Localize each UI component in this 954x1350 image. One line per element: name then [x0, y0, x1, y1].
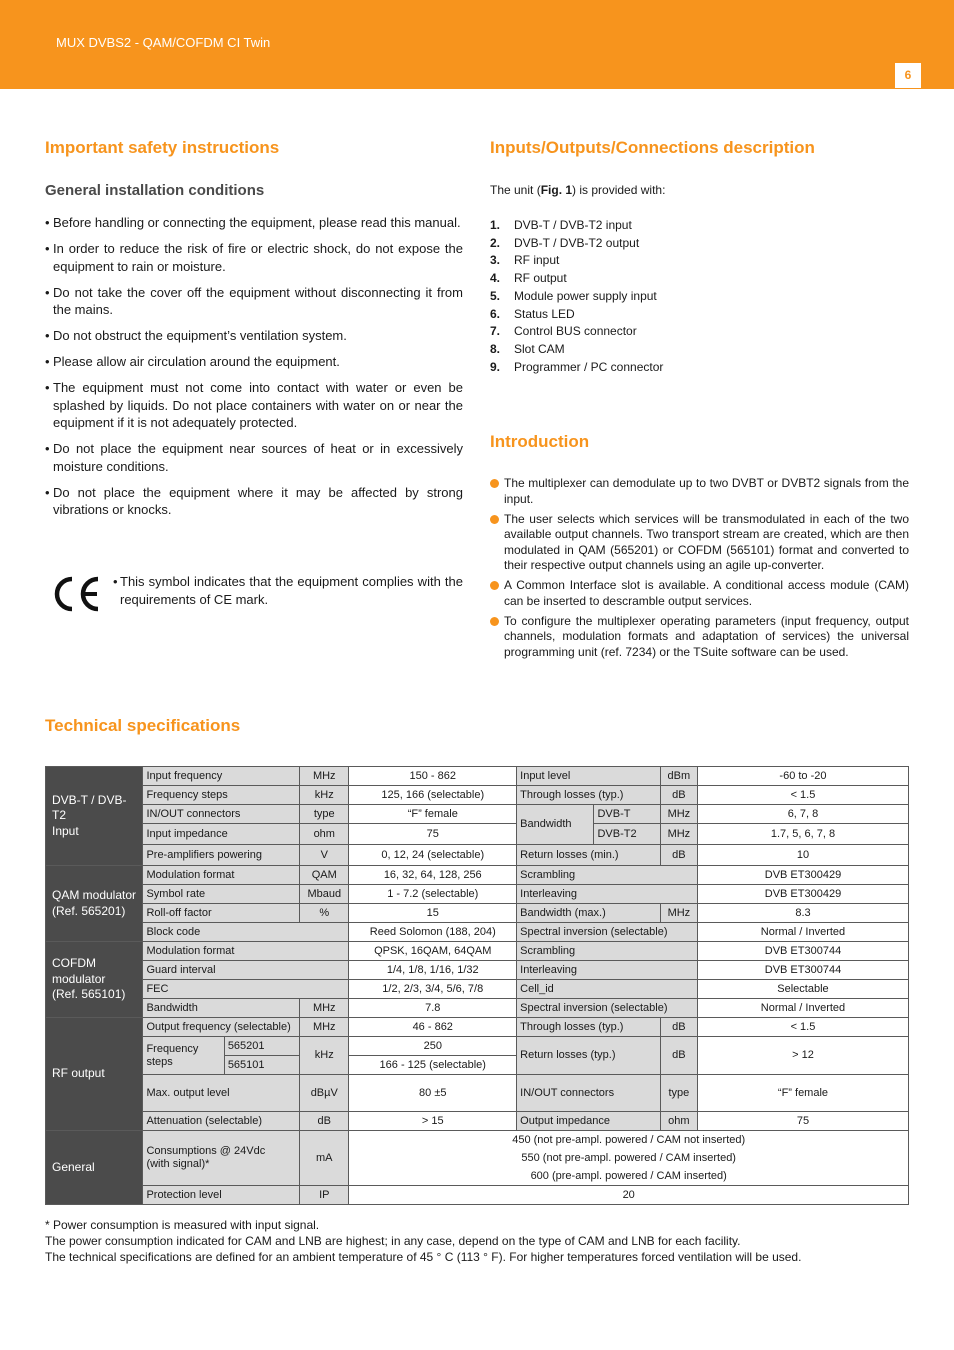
ce-text: • This symbol indicates that the equipment complies with the requirements of CE mark.: [113, 573, 463, 608]
io-item-label: DVB-T / DVB-T2 input: [514, 218, 632, 232]
param-subname: DVB-T: [594, 805, 660, 824]
param-value: Selectable: [697, 980, 908, 999]
intro-item: [490, 476, 909, 507]
bullet-dot-icon: [490, 515, 499, 524]
table-row: [46, 786, 909, 805]
consumption-line: 450 (not pre-ampl. powered / CAM not inserted): [512, 1134, 746, 1146]
io-item-label: DVB-T / DVB-T2 output: [514, 235, 640, 250]
ce-mark-icon: [52, 575, 104, 613]
table-row: [46, 942, 909, 961]
param-unit: ohm: [660, 1112, 697, 1131]
param-value: 6, 7, 8: [697, 805, 908, 824]
param-name: Protection level: [143, 1186, 300, 1205]
footnotes: [45, 1218, 945, 1265]
param-name: IN/OUT connectors: [143, 805, 300, 824]
footnote: The technical specifications are defined for an ambient temperature of 45 ° C (113 ° F). For higher temperatures forced ventilation will be used.: [45, 1249, 802, 1264]
table-row: [46, 1075, 909, 1112]
param-name: Input frequency: [143, 767, 300, 786]
table-row: [46, 824, 909, 845]
safety-item: • Do not take the cover off the equipment without disconnecting it from the mains.: [45, 284, 463, 319]
io-intro: [490, 182, 665, 200]
table-row: [46, 980, 909, 999]
installation-subtitle: General installation conditions: [45, 182, 265, 199]
param-name: Frequency steps: [143, 1037, 224, 1075]
param-value: Normal / Inverted: [697, 999, 908, 1018]
param-unit: dB: [660, 1018, 697, 1037]
table-row: [46, 1018, 909, 1037]
table-row: [46, 885, 909, 904]
ce-description: [113, 573, 463, 617]
io-item-number: 8.: [490, 341, 501, 356]
param-name: Bandwidth: [517, 805, 594, 845]
footnote: * Power consumption is measured with input signal.: [45, 1218, 320, 1232]
param-value: 15: [349, 904, 517, 923]
table-row: [46, 999, 909, 1018]
io-item: [490, 252, 663, 270]
table-row: [46, 1131, 909, 1186]
intro-item: [490, 614, 909, 661]
param-name: Through losses (typ.): [517, 786, 661, 805]
safety-item: • Please allow air circulation around the equipment.: [45, 353, 463, 371]
param-unit: kHz: [300, 786, 349, 805]
param-unit: Mbaud: [300, 885, 349, 904]
io-item-number: 6.: [490, 306, 501, 321]
param-value: > 15: [349, 1112, 517, 1131]
intro-item: [490, 512, 909, 574]
param-value: DVB ET300429: [697, 866, 908, 885]
io-item: [490, 306, 663, 324]
param-name: Scrambling: [517, 866, 698, 885]
section-label: COFDM modulator (Ref. 565101): [46, 942, 143, 1018]
io-item-number: 4.: [490, 271, 501, 286]
param-name: Modulation format: [143, 866, 300, 885]
bullet-dot-icon: [490, 617, 499, 626]
introduction-title: Introduction: [490, 432, 590, 451]
safety-item: • Do not place the equipment near sources of heat or in excessively moisture conditions.: [45, 440, 463, 475]
footnote: The power consumption indicated for CAM and LNB are highest; in any case, depend on the type of CAM and LNB for each facility.: [45, 1233, 741, 1248]
param-name: Spectral inversion (selectable): [517, 999, 698, 1018]
param-unit: dB: [300, 1112, 349, 1131]
param-value: DVB ET300744: [697, 942, 908, 961]
param-unit: dB: [660, 1037, 697, 1075]
io-item: [490, 270, 663, 288]
param-unit: %: [300, 904, 349, 923]
param-unit: MHz: [300, 999, 349, 1018]
param-unit: mA: [300, 1131, 349, 1186]
param-name: Roll-off factor: [143, 904, 300, 923]
safety-item: • Do not place the equipment where it may be affected by strong vibrations or knocks.: [45, 484, 463, 519]
io-item-label: RF input: [514, 253, 560, 268]
param-value: QPSK, 16QAM, 64QAM: [349, 942, 517, 961]
param-value: 1 - 7.2 (selectable): [349, 885, 517, 904]
param-name: Scrambling: [517, 942, 698, 961]
io-item: [490, 341, 663, 359]
io-item-number: 5.: [490, 288, 501, 303]
param-unit: dBµV: [300, 1075, 349, 1112]
io-item-label: Module power supply input: [514, 288, 657, 303]
param-name: Guard interval: [143, 961, 349, 980]
io-title: Inputs/Outputs/Connections description: [490, 138, 815, 157]
io-item-label: Status LED: [514, 306, 575, 321]
param-name: Attenuation (selectable): [143, 1112, 300, 1131]
safety-title: Important safety instructions: [45, 138, 280, 157]
param-name: Output impedance: [517, 1112, 661, 1131]
table-row: [46, 805, 909, 824]
param-value: -60 to -20: [697, 767, 908, 786]
table-row: [46, 1186, 909, 1205]
param-value: < 1.5: [697, 786, 908, 805]
io-item-number: 9.: [490, 359, 501, 374]
io-item: [490, 235, 663, 253]
param-value: 80 ±5: [349, 1075, 517, 1112]
param-value: 16, 32, 64, 128, 256: [349, 866, 517, 885]
param-name: IN/OUT connectors: [517, 1075, 661, 1112]
param-value: 75: [349, 824, 517, 845]
io-item: [490, 359, 663, 377]
param-name: Frequency steps: [143, 786, 300, 805]
param-name: Spectral inversion (selectable): [517, 923, 698, 942]
io-item-label: Control BUS connector: [514, 324, 637, 339]
io-item-label: RF output: [514, 271, 567, 286]
safety-item: • In order to reduce the risk of fire or electric shock, do not expose the equipment to rain or moisture.: [45, 240, 463, 275]
param-unit: dBm: [660, 767, 697, 786]
param-value: 20: [349, 1186, 909, 1205]
io-list: [490, 217, 663, 376]
intro-text: The user selects which services will be transmodulated in each of the two available output channels. Two transport stream are created, which are then modulated in QAM (565201) or COFDM (565101) format and converted to their respective output channels using an agile up-converter.: [504, 511, 909, 572]
page-number: 6: [895, 63, 921, 88]
param-unit: MHz: [300, 767, 349, 786]
bullet-dot-icon: [490, 581, 499, 590]
io-intro-fig: Fig. 1: [540, 183, 573, 197]
param-value: < 1.5: [697, 1018, 908, 1037]
param-value: 0, 12, 24 (selectable): [349, 845, 517, 866]
param-value: DVB ET300429: [697, 885, 908, 904]
param-subname: DVB-T2: [594, 824, 660, 845]
param-value: 125, 166 (selectable): [349, 786, 517, 805]
param-unit: MHz: [660, 904, 697, 923]
param-value: DVB ET300744: [697, 961, 908, 980]
table-row: [46, 1112, 909, 1131]
io-intro-post: ) is provided with:: [572, 183, 666, 197]
io-item: [490, 323, 663, 341]
specs-title: Technical specifications: [45, 716, 241, 735]
param-value: “F” female: [349, 805, 517, 824]
param-unit: MHz: [660, 805, 697, 824]
bullet-dot-icon: [490, 479, 499, 488]
safety-item: • Before handling or connecting the equipment, please read this manual.: [45, 214, 463, 232]
safety-item: • The equipment must not come into contact with water or even be splashed by liquids. Do not place containers with water on or near the equipment if it is not adequately protected.: [45, 379, 463, 432]
param-subname: 565201: [224, 1037, 299, 1056]
introduction-list: [490, 476, 909, 665]
param-value: 7.8: [349, 999, 517, 1018]
param-unit: kHz: [300, 1037, 349, 1075]
io-item: [490, 217, 663, 235]
param-name: Interleaving: [517, 961, 698, 980]
param-value: 150 - 862: [349, 767, 517, 786]
consumption-line: 600 (pre-ampl. powered / CAM inserted): [530, 1170, 727, 1182]
param-value: 166 - 125 (selectable): [349, 1056, 517, 1075]
intro-text: A Common Interface slot is available. A conditional access module (CAM) can be inserted to descramble output services.: [504, 578, 909, 608]
param-subname: 565101: [224, 1056, 299, 1075]
document-title: MUX DVBS2 - QAM/COFDM CI Twin: [56, 35, 271, 50]
param-value: “F” female: [697, 1075, 908, 1112]
table-row: [46, 923, 909, 942]
param-name: Pre-amplifiers powering: [143, 845, 300, 866]
param-value: 1.7, 5, 6, 7, 8: [697, 824, 908, 845]
param-name: Return losses (typ.): [517, 1037, 661, 1075]
param-name: Block code: [143, 923, 349, 942]
param-name: Through losses (typ.): [517, 1018, 661, 1037]
param-value: 46 - 862: [349, 1018, 517, 1037]
param-value: 10: [697, 845, 908, 866]
param-unit: dB: [660, 845, 697, 866]
param-unit: MHz: [660, 824, 697, 845]
table-row: [46, 866, 909, 885]
section-label: QAM modulator (Ref. 565201): [46, 866, 143, 942]
param-name: Interleaving: [517, 885, 698, 904]
param-name: Output frequency (selectable): [143, 1018, 300, 1037]
table-row: [46, 961, 909, 980]
param-unit: ohm: [300, 824, 349, 845]
io-item-number: 3.: [490, 253, 501, 268]
section-label: General: [46, 1131, 143, 1205]
consumption-values: [349, 1131, 909, 1186]
io-item-label: Programmer / PC connector: [514, 359, 664, 374]
param-name: Modulation format: [143, 942, 349, 961]
header-bar: [0, 0, 954, 89]
param-name: Consumptions @ 24Vdc (with signal)*: [143, 1131, 300, 1186]
param-value: Normal / Inverted: [697, 923, 908, 942]
param-unit: dB: [660, 786, 697, 805]
param-unit: V: [300, 845, 349, 866]
param-value: 1/2, 2/3, 3/4, 5/6, 7/8: [349, 980, 517, 999]
param-unit: MHz: [300, 1018, 349, 1037]
io-item-number: 2.: [490, 235, 501, 250]
param-value: > 12: [697, 1037, 908, 1075]
intro-text: To configure the multiplexer operating parameters (input frequency, output channels, modulation formats and adaptation of services) the universal programming unit (ref. 7234) or the TSuite software can be used.: [504, 613, 909, 659]
io-item-number: 7.: [490, 324, 501, 339]
specs-table: [45, 766, 909, 1205]
param-name: FEC: [143, 980, 349, 999]
param-value: Reed Solomon (188, 204): [349, 923, 517, 942]
param-unit: IP: [300, 1186, 349, 1205]
param-unit: QAM: [300, 866, 349, 885]
safety-item: • Do not obstruct the equipment’s ventilation system.: [45, 327, 463, 345]
param-name: Input impedance: [143, 824, 300, 845]
param-name: Max. output level: [143, 1075, 300, 1112]
section-label: DVB-T / DVB-T2 Input: [46, 767, 143, 866]
param-name: Bandwidth (max.): [517, 904, 661, 923]
intro-text: The multiplexer can demodulate up to two DVBT or DVBT2 signals from the input.: [504, 476, 909, 506]
table-row: [46, 904, 909, 923]
param-unit: type: [660, 1075, 697, 1112]
io-item-number: 1.: [490, 218, 501, 232]
param-value: 1/4, 1/8, 1/16, 1/32: [349, 961, 517, 980]
param-name: Cell_id: [517, 980, 698, 999]
param-unit: type: [300, 805, 349, 824]
param-value: 75: [697, 1112, 908, 1131]
table-row: [46, 845, 909, 866]
consumption-line: 550 (not pre-ampl. powered / CAM inserted): [521, 1152, 736, 1164]
table-row: [46, 767, 909, 786]
param-name: Return losses (min.): [517, 845, 661, 866]
param-name: Symbol rate: [143, 885, 300, 904]
io-intro-pre: The unit (: [490, 183, 541, 197]
intro-item: [490, 578, 909, 609]
param-value: 8.3: [697, 904, 908, 923]
section-label: RF output: [46, 1018, 143, 1131]
io-item-label: Slot CAM: [514, 341, 565, 356]
param-name: Bandwidth: [143, 999, 300, 1018]
safety-list: [45, 214, 463, 527]
param-value: 250: [349, 1037, 517, 1056]
param-name: Input level: [517, 767, 661, 786]
table-row: [46, 1037, 909, 1056]
io-item: [490, 288, 663, 306]
